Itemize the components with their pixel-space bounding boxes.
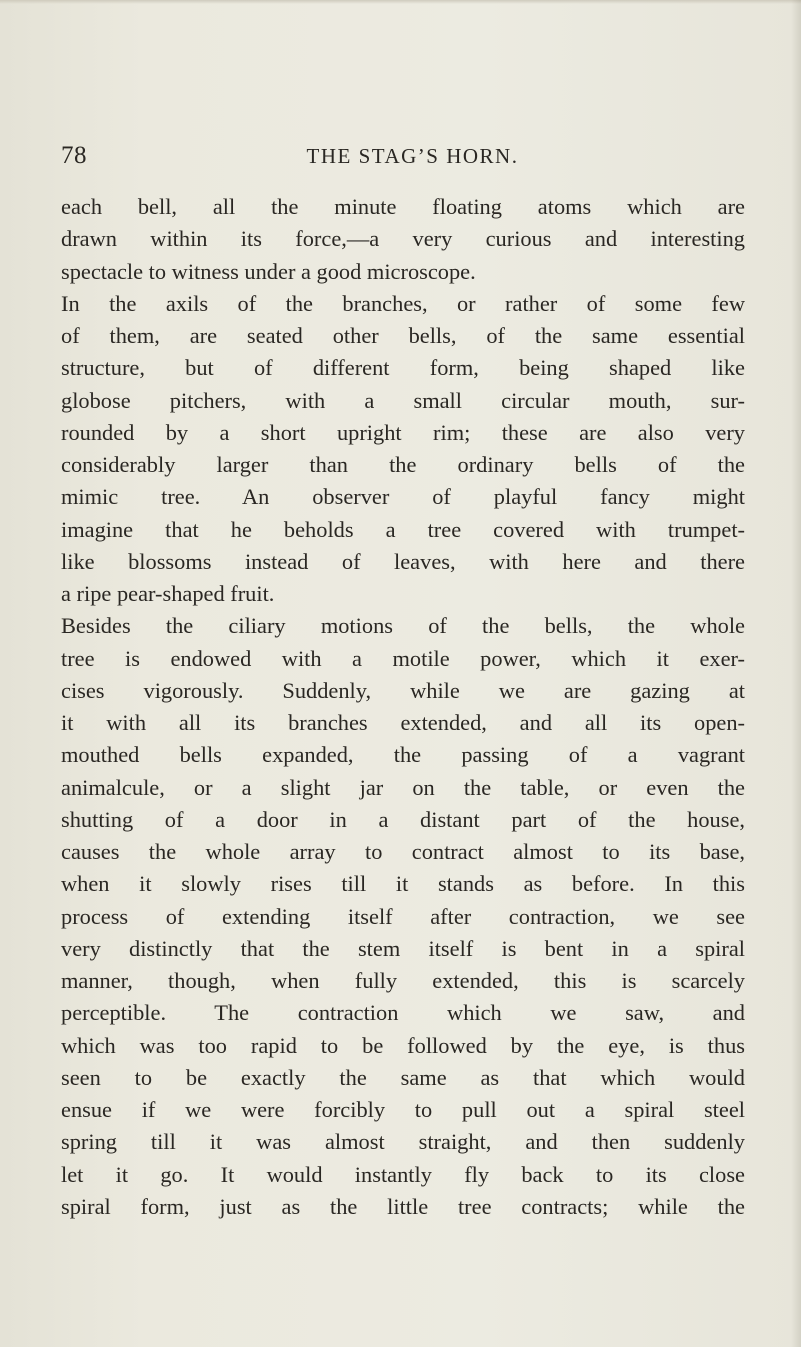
text-line: spring till it was almost straight, and then suddenly [61,1129,745,1155]
page-right-edge-shadow [791,0,801,1347]
text-line: manner, though, when fully extended, this is scarcely [61,968,745,993]
text-line: shutting of a door in a distant part of the house, [61,806,745,832]
text-line: considerably larger than the ordinary bells of the [61,452,745,477]
text-line: Besides the ciliary motions of the bells, the whole [61,613,745,639]
body-text [61,191,745,1223]
text-line: mouthed bells expanded, the passing of a vagrant [61,742,745,768]
text-line: very distinctly that the stem itself is bent in a spiral [61,935,745,961]
text-line: tree is endowed with a motile power, which it exer- [61,645,745,671]
text-line: spiral form, just as the little tree contracts; while the [61,1193,745,1219]
text-line: mimic tree. An observer of playful fancy might [61,484,745,510]
text-line: rounded by a short upright rim; these are also very [61,419,745,445]
text-line: animalcule, or a slight jar on the table, or even the [61,774,745,800]
text-line: ensue if we were forcibly to pull out a spiral steel [61,1097,745,1122]
running-title: THE STAG’S HORN. [306,144,519,168]
text-line: let it go. It would instantly fly back to its close [61,1161,745,1187]
text-line: seen to be exactly the same as that which would [61,1064,745,1090]
text-line: of them, are seated other bells, of the same essential [61,323,745,348]
text-line: which was too rapid to be followed by the eye, is thus [61,1032,745,1058]
text-line: like blossoms instead of leaves, with here and there [61,548,745,574]
page-top-edge [0,0,801,4]
text-line: each bell, all the minute floating atoms which are [61,194,745,219]
text-line: In the axils of the branches, or rather of some few [61,290,745,316]
page-number: 78 [61,142,87,169]
text-line: cises vigorously. Suddenly, while we are gazing at [61,677,745,703]
text-line: drawn within its force,—a very curious and interesting [61,226,745,252]
text-line: process of extending itself after contraction, we see [61,903,745,929]
text-line: imagine that he beholds a tree covered with trumpet- [61,516,745,542]
text-line: when it slowly rises till it stands as before. In this [61,871,745,897]
text-line: it with all its branches extended, and all its open- [61,710,745,735]
text-line: perceptible. The contraction which we saw, and [61,1000,745,1026]
text-line: structure, but of different form, being shaped like [61,355,745,381]
text-line: a ripe pear-shaped fruit. [61,581,275,606]
text-line: spectacle to witness under a good microscope. [61,258,476,284]
page-header [0,142,801,176]
text-line: globose pitchers, with a small circular mouth, sur- [61,387,745,413]
text-line: causes the whole array to contract almost to its base, [61,839,745,864]
